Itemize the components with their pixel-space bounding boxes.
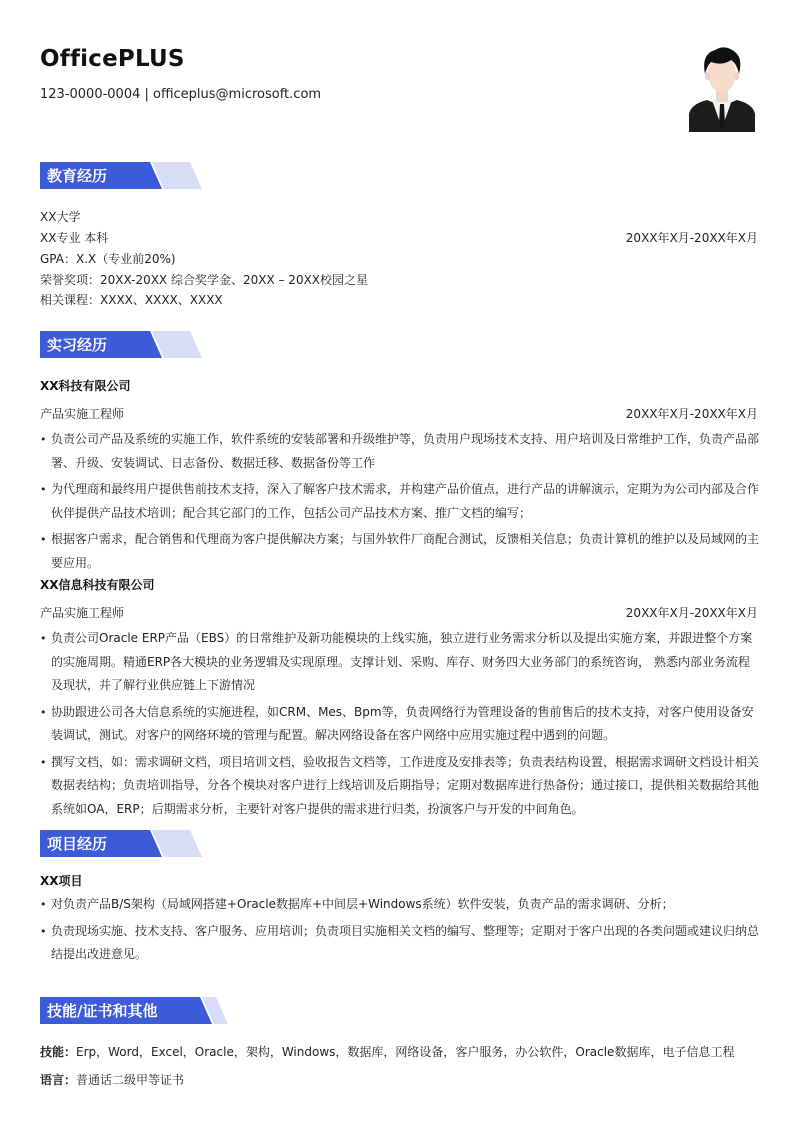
list-item: • 协助跟进公司各大信息系统的实施进程，如CRM、Mes、Bpm等，负责网络行为管理设备的售前售后的技术支持，对客户使用设备安装调试，测试。对客户的网络环境的管理与配置。解决网络设备在客户网络中应用实施过程中遇到的问题。 (40, 701, 760, 748)
company-name: XX科技有限公司 (40, 379, 131, 393)
section-skills (40, 997, 230, 1024)
list-item: • 撰写文档，如：需求调研文档，项目培训文档，验收报告文档等，工作进度及安排表等；负责表结构设置，根据需求调研文档设计相关数据表结构；负责培训指导，分各个模块对客户进行上线培训及后期指导；定期对数据库进行热备份；通过接口，提供相关数据给其他系统如OA，ERP；后期需求分析，主要针对客户提供的需求进行归类，扮演客户与开发的中间角色。 (40, 751, 760, 822)
job-date: 20XX年X月-20XX年X月 (625, 407, 758, 421)
language-line (40, 1071, 184, 1088)
section-title-text: 实习经历 (47, 336, 108, 354)
candidate-name: OfficePLUS (40, 46, 185, 72)
project-name: XX项目 (40, 874, 83, 888)
job-date: 20XX年X月-20XX年X月 (625, 606, 758, 620)
job-bullets (40, 627, 760, 824)
honors: 荣誉奖项：20XX-20XX 综合奖学金、20XX – 20XX校园之星 (40, 273, 369, 287)
section-education (40, 162, 230, 189)
gpa: GPA：X.X（专业前20%) (40, 252, 176, 266)
company-name: XX信息科技有限公司 (40, 578, 155, 592)
skills-line (40, 1043, 734, 1060)
avatar (689, 44, 755, 132)
language-value: 普通话二级甲等证书 (76, 1073, 185, 1087)
list-item: • 为代理商和最终用户提供售前技术支持，深入了解客户技术需求，并构建产品价值点，进行产品的讲解演示，定期为为公司内部及合作伙伴提供产品技术培训；配合其它部门的工作，包括公司产品技术方案、推广文档的编写； (40, 478, 760, 525)
list-item: • 负责公司产品及系统的实施工作，软件系统的安装部署和升级维护等，负责用户现场技术支持、用户培训及日常维护工作，负责产品部署、升级、安装调试、日志备份、数据迁移、数据备份等工作 (40, 428, 760, 475)
list-item: • 负责现场实施、技术支持、客户服务、应用培训；负责项目实施相关文档的编写、整理等；定期对于客户出现的各类问题或建议归纳总结提出改进意见。 (40, 920, 760, 967)
courses: 相关课程：XXXX、XXXX、XXXX (40, 293, 223, 307)
language-label: 语言： (40, 1073, 77, 1087)
section-title-text: 项目经历 (47, 835, 108, 853)
list-item: • 根据客户需求，配合销售和代理商为客户提供解决方案；与国外软件厂商配合测试，反馈相关信息；负责计算机的维护以及局域网的主要应用。 (40, 528, 760, 575)
job-bullets (40, 428, 760, 578)
school-name: XX大学 (40, 210, 81, 224)
education-date: 20XX年X月-20XX年X月 (625, 231, 758, 245)
skills-label: 技能： (40, 1045, 77, 1059)
skills-value: Erp，Word，Excel，Oracle，架构，Windows，数据库，网络设备，客户服务，办公软件，Oracle数据库，电子信息工程 (76, 1045, 735, 1059)
section-internship (40, 331, 230, 358)
section-title-text: 技能/证书和其他 (47, 1002, 158, 1020)
list-item: • 对负责产品B/S架构（局域网搭建+Oracle数据库+中间层+Windows系统）软件安装，负责产品的需求调研、分析； (40, 893, 760, 917)
project-bullets (40, 893, 760, 970)
section-project (40, 830, 230, 857)
section-title-text: 教育经历 (47, 167, 108, 185)
person-avatar-icon (689, 44, 755, 132)
job-role: 产品实施工程师 (40, 407, 125, 421)
list-item: • 负责公司Oracle ERP产品（EBS）的日常维护及新功能模块的上线实施，独立进行业务需求分析以及提出实施方案，并跟进整个方案的实施周期。精通ERP各大模块的业务逻辑及实现原理。支撑计划、采购、库存、财务四大业务部门的系统咨询， 熟悉内部业务流程及现状，并了解行业供应链上下游情况 (40, 627, 760, 698)
contact-info: 123-0000-0004 | officeplus@microsoft.com (40, 87, 322, 102)
job-role: 产品实施工程师 (40, 606, 125, 620)
major: XX专业 本科 (40, 231, 109, 245)
